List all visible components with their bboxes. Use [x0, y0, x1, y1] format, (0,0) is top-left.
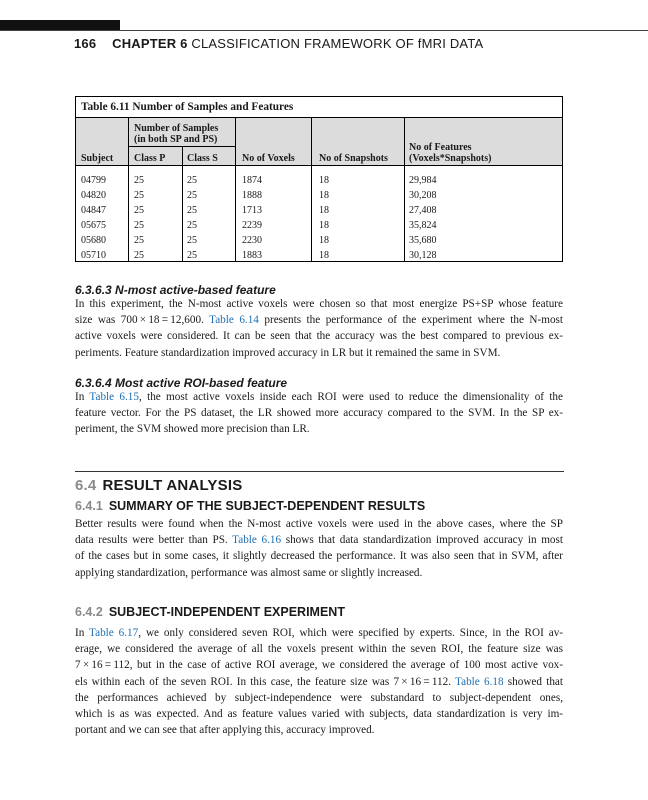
text-line: which is as was expected. And as feature values varied with subjects, data standardization is very im-: [75, 708, 563, 721]
heading-6-4: [75, 477, 242, 494]
col-divider-1: [128, 117, 129, 261]
section-title: RESULT ANALYSIS: [102, 477, 243, 494]
table-caption: Table 6.11 Number of Samples and Features: [81, 101, 294, 113]
text-line: [75, 625, 563, 641]
section-title: SUMMARY OF THE SUBJECT-DEPENDENT RESULTS: [108, 499, 426, 513]
heading-6-3-6-4: 6.3.6.4 Most active ROI-based feature: [75, 376, 288, 390]
table-cell: 25: [134, 235, 144, 246]
table-cell: 25: [134, 250, 144, 261]
text-line: active voxels were considered. It can be seen that the accuracy was the best compared to previous ex-: [75, 330, 563, 343]
table-cell: 29,984: [409, 175, 437, 186]
table-cell: 18: [319, 205, 329, 216]
text-line: of the cases but in some cases, it slightly decreased the performance. It was also seen that in SVM, after: [75, 550, 563, 563]
text-line: [75, 389, 563, 405]
table-cell: 2230: [242, 235, 262, 246]
table-cell: 35,824: [409, 220, 437, 231]
table-cell: 25: [187, 235, 197, 246]
table-cell: 18: [319, 190, 329, 201]
group-header-line1: Number of Samples: [134, 123, 219, 134]
table-cell: 05710: [81, 250, 106, 261]
col-divider-5: [404, 117, 405, 261]
table-cell: 04847: [81, 205, 106, 216]
text-line: In this experiment, the N-most active voxels were chosen so that most energize PS+SP whose feature: [75, 298, 563, 310]
paragraph-6-4-2: [75, 625, 563, 738]
table-6-18-link[interactable]: Table 6.18: [455, 675, 504, 688]
header-rule: [0, 30, 648, 31]
text-run: size was 700 × 18 = 12,600.: [75, 314, 210, 327]
chapter-label: CHAPTER 6: [112, 36, 188, 51]
paragraph-6-3-6-4: [75, 389, 563, 438]
page-number: 166: [74, 36, 97, 51]
col-header-snapshots: No of Snapshots: [319, 153, 388, 164]
col-header-class-p: Class P: [134, 153, 166, 164]
col-divider-2: [182, 146, 183, 261]
group-header-line2: (in both SP and PS): [134, 134, 218, 145]
table-cell: 04820: [81, 190, 106, 201]
section-number: 6.4.1: [75, 499, 103, 513]
text-run: In: [75, 391, 90, 403]
heading-6-3-6-3: 6.3.6.3 N-most active-based feature: [75, 283, 276, 297]
heading-6-4-2: [75, 605, 345, 619]
table-6-11: [75, 96, 563, 262]
table-cell: 25: [134, 220, 144, 231]
text-line: feature vector. For the PS dataset, the LR showed more accuracy compared to the SVM. In the SP ex-: [75, 407, 563, 420]
text-line: [75, 532, 563, 548]
table-cell: 04799: [81, 175, 106, 186]
paragraph-6-4-1: [75, 516, 563, 581]
col-divider-4: [311, 117, 312, 261]
text-run: showed that: [503, 675, 564, 688]
section-number: 6.4.2: [75, 605, 103, 619]
text-line: the performances achieved by subject-independence were substandard to subject-dependent ones,: [75, 691, 563, 704]
section-rule: [75, 471, 564, 472]
table-cell: 25: [134, 175, 144, 186]
text-line: [75, 312, 563, 328]
table-cell: 25: [187, 175, 197, 186]
text-line: applying standardization, performance was almost same or slightly increased.: [75, 566, 423, 579]
col-divider-3: [235, 117, 236, 261]
table-cell: 2239: [242, 220, 262, 231]
text-run: In: [75, 627, 90, 639]
text-line: [75, 674, 563, 690]
chapter-title: CLASSIFICATION FRAMEWORK OF fMRI DATA: [191, 36, 484, 51]
text-line: portant and we can see that after applying this, accuracy improved.: [75, 724, 375, 737]
table-6-15-link[interactable]: Table 6.15: [89, 391, 139, 403]
text-line: Better results were found when the N-most active voxels were used in the above cases, where the SP: [75, 518, 563, 530]
table-cell: 18: [319, 235, 329, 246]
running-head: [74, 36, 483, 51]
table-cell: 18: [319, 250, 329, 261]
text-line: erage, we considered the average of all the voxels present within the seven ROI, the feature size was: [75, 643, 563, 656]
text-line: periment, the SVM showed more precision than LR.: [75, 423, 310, 436]
text-line: periments. Feature standardization improved accuracy in LR but it remained the same in SVM.: [75, 346, 501, 359]
col-header-voxels: No of Voxels: [242, 153, 295, 164]
table-cell: 25: [187, 190, 197, 201]
table-cell: 25: [187, 205, 197, 216]
table-6-17-link[interactable]: Table 6.17: [89, 627, 139, 639]
text-run: , the most active voxels inside each ROI were used to reduce the dimensionality of the: [138, 391, 563, 403]
table-cell: 05680: [81, 235, 106, 246]
table-cell: 27,408: [409, 205, 437, 216]
table-header-rule: [76, 165, 562, 166]
text-run: els within each of the seven ROI. In this case, the feature size was 7 × 16 = 112.: [75, 675, 456, 688]
table-cell: 25: [187, 220, 197, 231]
text-line: 7 × 16 = 112, but in the case of active ROI average, we considered the average of 100 most active vox-: [75, 659, 563, 672]
text-run: shows that data standardization improved accuracy in most: [281, 534, 563, 547]
table-cell: 05675: [81, 220, 106, 231]
table-6-16-link[interactable]: Table 6.16: [232, 534, 282, 547]
col-header-class-s: Class S: [187, 153, 218, 164]
table-cell: 18: [319, 175, 329, 186]
table-cell: 1883: [242, 250, 262, 261]
table-cell: 1874: [242, 175, 262, 186]
table-top-rule: [76, 117, 562, 118]
text-run: presents the performance of the experiment where the N-most: [258, 314, 563, 327]
table-cell: 35,680: [409, 235, 437, 246]
text-run: , we only considered seven ROI, which were specified by experts. Since, in the ROI av-: [138, 627, 564, 639]
table-cell: 30,128: [409, 250, 437, 261]
col-header-subject: Subject: [81, 153, 114, 164]
paragraph-6-3-6-3: [75, 296, 563, 361]
features-header-line2: (Voxels*Snapshots): [409, 153, 492, 164]
table-cell: 25: [187, 250, 197, 261]
heading-6-4-1: [75, 499, 425, 513]
table-cell: 1713: [242, 205, 262, 216]
features-header-line1: No of Features: [409, 142, 472, 153]
table-6-14-link[interactable]: Table 6.14: [209, 314, 259, 327]
table-cell: 25: [134, 190, 144, 201]
table-cell: 25: [134, 205, 144, 216]
table-cell: 30,208: [409, 190, 437, 201]
section-number: 6.4: [75, 477, 97, 494]
text-run: data results were better than PS.: [75, 534, 233, 547]
section-title: SUBJECT-INDEPENDENT EXPERIMENT: [108, 605, 345, 619]
table-cell: 1888: [242, 190, 262, 201]
table-cell: 18: [319, 220, 329, 231]
